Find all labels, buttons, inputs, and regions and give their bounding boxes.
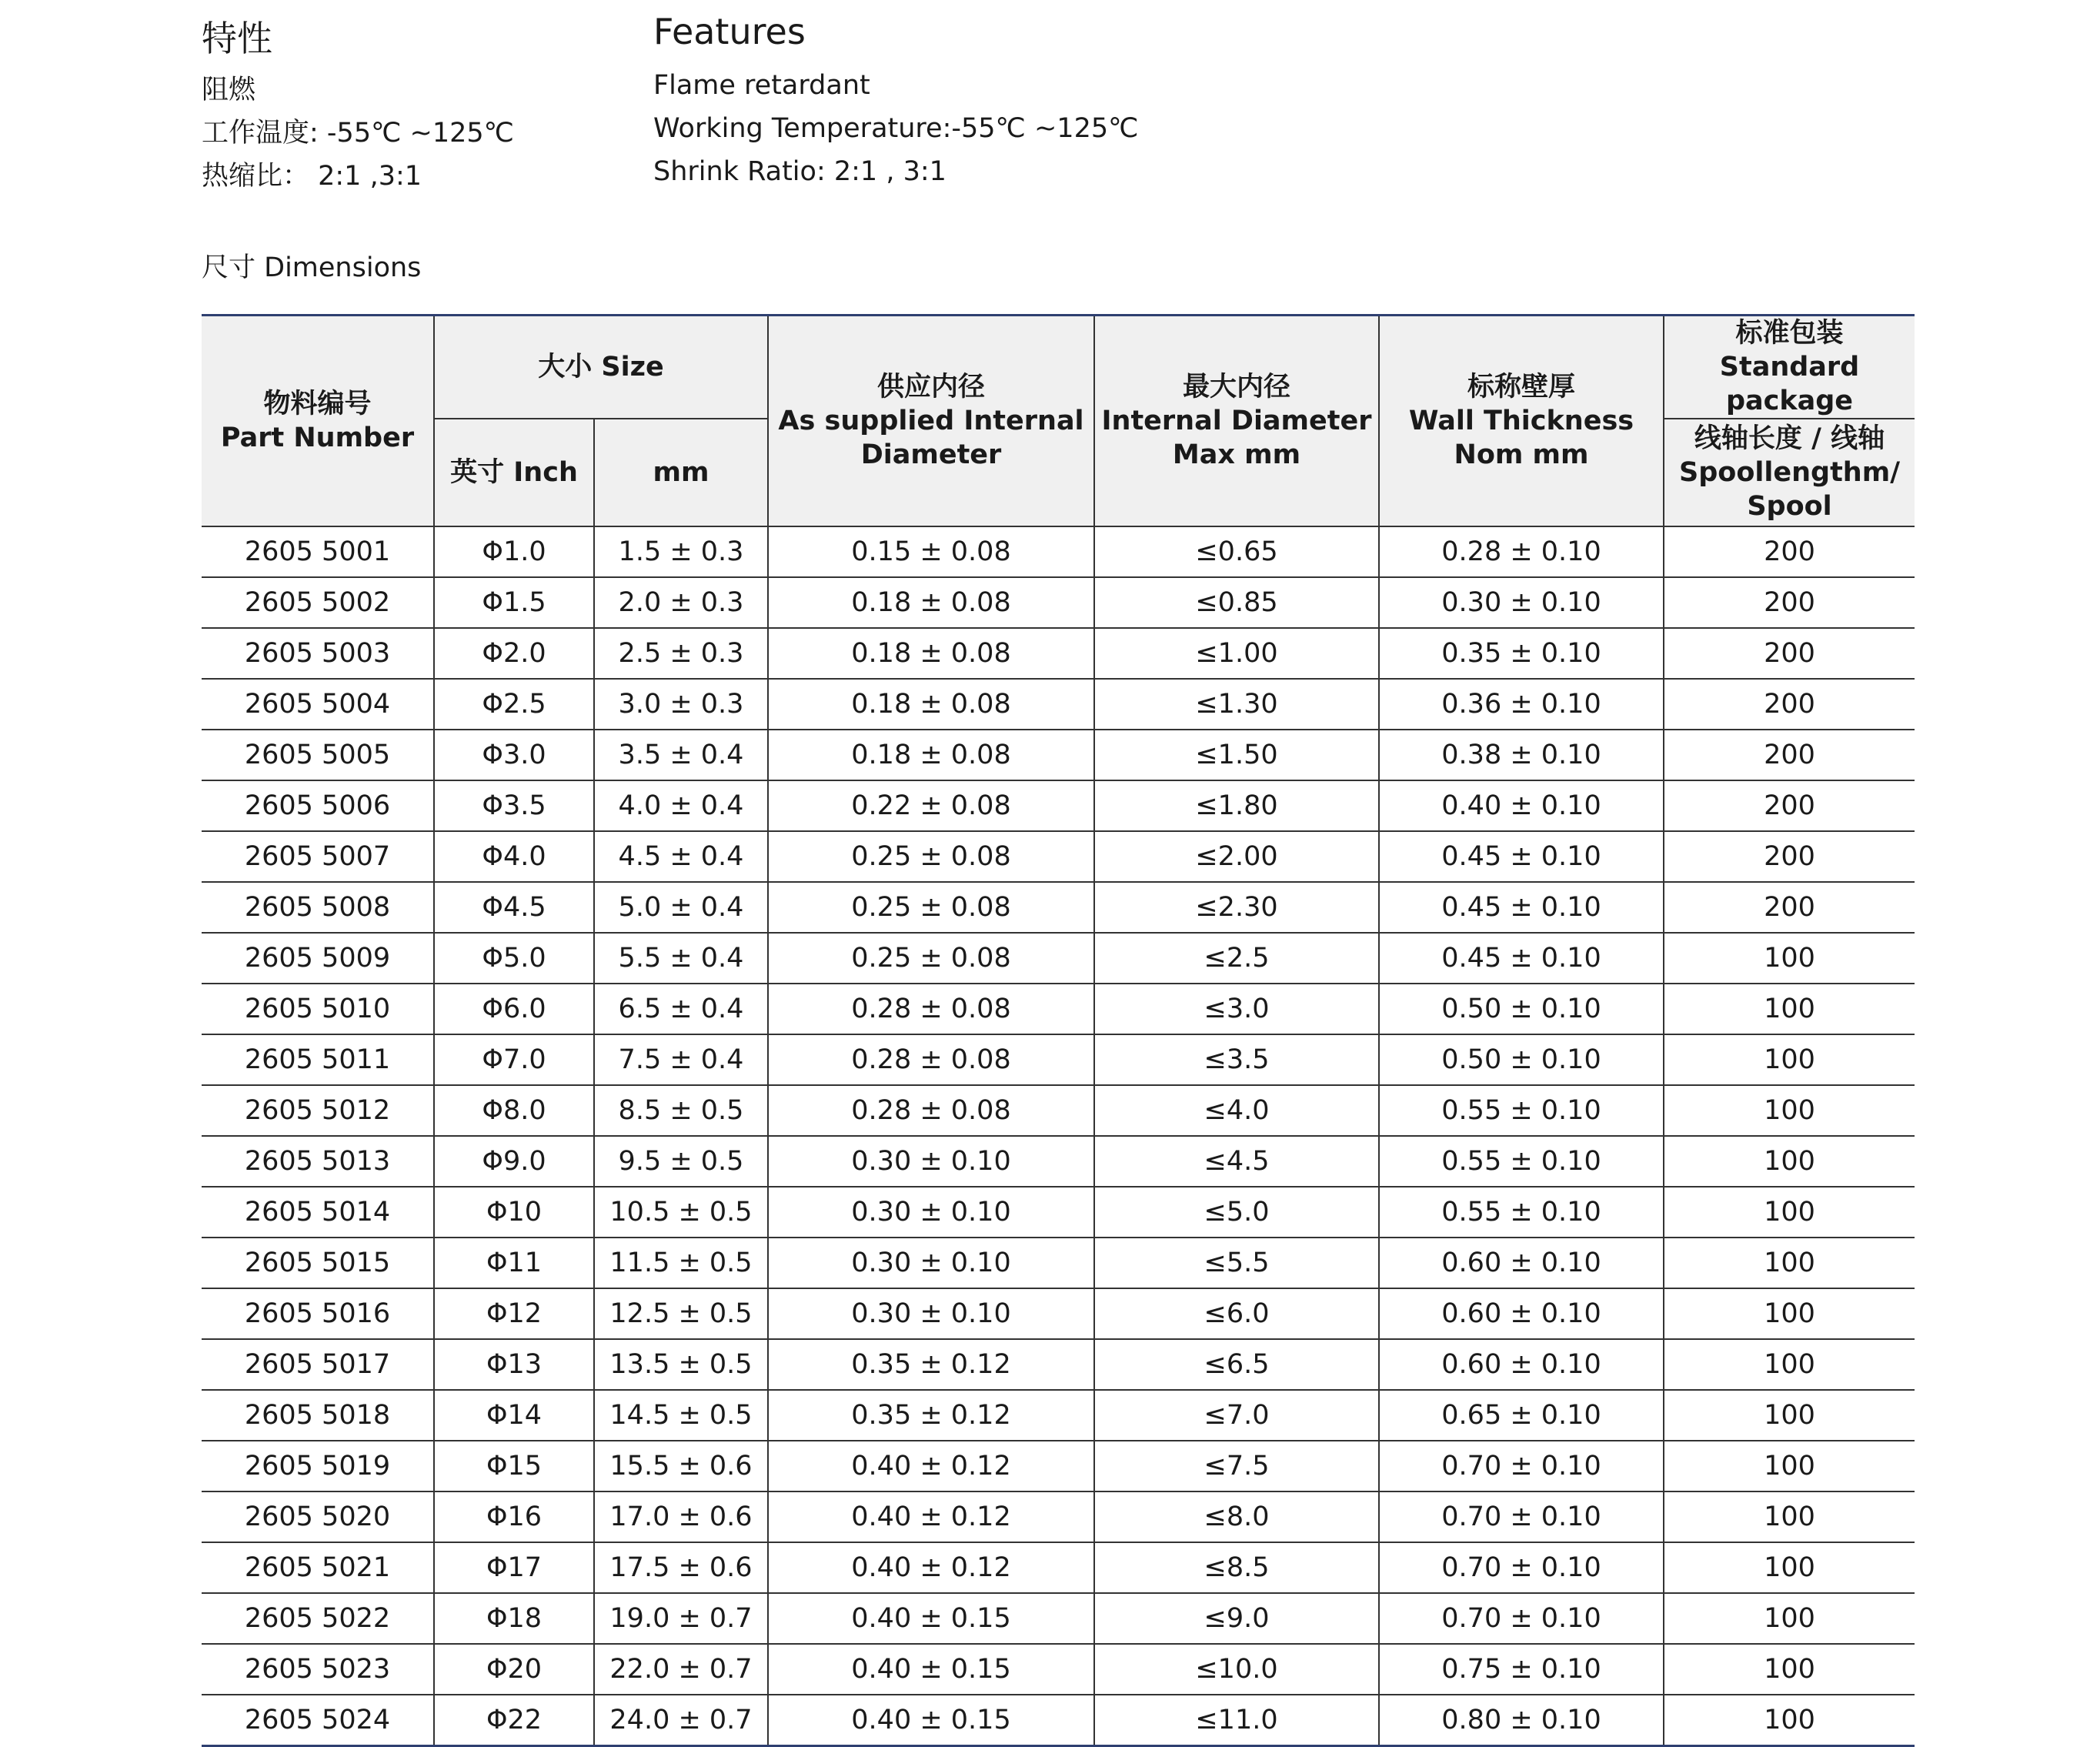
- cell-inch: Φ2.5: [434, 679, 594, 730]
- table-row: [202, 577, 1915, 628]
- cell-inch: Φ4.5: [434, 882, 594, 933]
- header-inch: 英寸 Inch: [434, 419, 594, 526]
- cell-supplied-diameter: 0.28 ± 0.08: [768, 1034, 1094, 1085]
- cell-inch: Φ6.0: [434, 984, 594, 1034]
- table-row: [202, 780, 1915, 831]
- cell-supplied-diameter: 0.22 ± 0.08: [768, 780, 1094, 831]
- cell-max-diameter: ≤10.0: [1094, 1644, 1379, 1695]
- cell-max-diameter: ≤1.80: [1094, 780, 1379, 831]
- cell-mm: 4.0 ± 0.4: [594, 780, 768, 831]
- cell-part-number: 2605 5021: [202, 1542, 434, 1593]
- cell-supplied-diameter: 0.25 ± 0.08: [768, 882, 1094, 933]
- cell-supplied-diameter: 0.18 ± 0.08: [768, 679, 1094, 730]
- cell-spool-length: 100: [1664, 984, 1915, 1034]
- cell-part-number: 2605 5020: [202, 1491, 434, 1542]
- cell-mm: 7.5 ± 0.4: [594, 1034, 768, 1085]
- header-wall-zh: 标称壁厚: [1467, 372, 1575, 403]
- header-supplied-zh: 供应内径: [876, 372, 985, 403]
- dimensions-label: 尺寸 Dimensions: [202, 252, 422, 283]
- cell-wall-thickness: 0.40 ± 0.10: [1379, 780, 1664, 831]
- cell-supplied-diameter: 0.25 ± 0.08: [768, 831, 1094, 882]
- cell-max-diameter: ≤5.0: [1094, 1187, 1379, 1238]
- table-row: [202, 933, 1915, 984]
- cell-part-number: 2605 5011: [202, 1034, 434, 1085]
- cell-spool-length: 100: [1664, 1288, 1915, 1339]
- cell-supplied-diameter: 0.40 ± 0.12: [768, 1441, 1094, 1491]
- cell-supplied-diameter: 0.40 ± 0.12: [768, 1542, 1094, 1593]
- cell-max-diameter: ≤8.5: [1094, 1542, 1379, 1593]
- table-row: [202, 1593, 1915, 1644]
- table-row: [202, 1542, 1915, 1593]
- cell-part-number: 2605 5009: [202, 933, 434, 984]
- cell-spool-length: 200: [1664, 679, 1915, 730]
- cell-part-number: 2605 5014: [202, 1187, 434, 1238]
- cell-part-number: 2605 5005: [202, 730, 434, 780]
- cell-inch: Φ17: [434, 1542, 594, 1593]
- cell-supplied-diameter: 0.35 ± 0.12: [768, 1339, 1094, 1390]
- table-row: [202, 1288, 1915, 1339]
- cell-wall-thickness: 0.70 ± 0.10: [1379, 1542, 1664, 1593]
- cell-wall-thickness: 0.50 ± 0.10: [1379, 1034, 1664, 1085]
- cell-max-diameter: ≤5.5: [1094, 1238, 1379, 1288]
- cell-part-number: 2605 5007: [202, 831, 434, 882]
- cell-mm: 4.5 ± 0.4: [594, 831, 768, 882]
- cell-part-number: 2605 5015: [202, 1238, 434, 1288]
- cell-spool-length: 100: [1664, 1441, 1915, 1491]
- table-row: [202, 1034, 1915, 1085]
- feature-en-line: Working Temperature:-55℃ ~125℃: [653, 113, 1139, 144]
- cell-wall-thickness: 0.55 ± 0.10: [1379, 1187, 1664, 1238]
- cell-max-diameter: ≤2.00: [1094, 831, 1379, 882]
- cell-part-number: 2605 5024: [202, 1695, 434, 1746]
- cell-wall-thickness: 0.80 ± 0.10: [1379, 1695, 1664, 1746]
- cell-supplied-diameter: 0.30 ± 0.10: [768, 1238, 1094, 1288]
- cell-inch: Φ1.5: [434, 577, 594, 628]
- cell-supplied-diameter: 0.25 ± 0.08: [768, 933, 1094, 984]
- table-row: [202, 1695, 1915, 1746]
- header-size: 大小 Size: [434, 316, 768, 419]
- table-row: [202, 1644, 1915, 1695]
- dimensions-table: [202, 314, 1915, 1747]
- cell-supplied-diameter: 0.30 ± 0.10: [768, 1288, 1094, 1339]
- header-max-diameter: [1094, 316, 1379, 527]
- table-row: [202, 679, 1915, 730]
- cell-inch: Φ22: [434, 1695, 594, 1746]
- cell-max-diameter: ≤1.50: [1094, 730, 1379, 780]
- cell-max-diameter: ≤2.30: [1094, 882, 1379, 933]
- cell-max-diameter: ≤2.5: [1094, 933, 1379, 984]
- header-pkg-en: Standard package: [1719, 352, 1860, 416]
- cell-wall-thickness: 0.28 ± 0.10: [1379, 526, 1664, 577]
- cell-inch: Φ7.0: [434, 1034, 594, 1085]
- header-maxdia-zh: 最大内径: [1182, 372, 1290, 403]
- cell-max-diameter: ≤8.0: [1094, 1491, 1379, 1542]
- cell-spool-length: 200: [1664, 526, 1915, 577]
- cell-spool-length: 100: [1664, 1491, 1915, 1542]
- header-standard-package: [1664, 316, 1915, 419]
- cell-inch: Φ3.0: [434, 730, 594, 780]
- cell-wall-thickness: 0.55 ± 0.10: [1379, 1085, 1664, 1136]
- cell-wall-thickness: 0.45 ± 0.10: [1379, 831, 1664, 882]
- cell-spool-length: 200: [1664, 577, 1915, 628]
- cell-mm: 8.5 ± 0.5: [594, 1085, 768, 1136]
- cell-mm: 14.5 ± 0.5: [594, 1390, 768, 1441]
- cell-mm: 5.5 ± 0.4: [594, 933, 768, 984]
- cell-part-number: 2605 5010: [202, 984, 434, 1034]
- cell-wall-thickness: 0.60 ± 0.10: [1379, 1339, 1664, 1390]
- cell-max-diameter: ≤6.0: [1094, 1288, 1379, 1339]
- cell-part-number: 2605 5023: [202, 1644, 434, 1695]
- cell-wall-thickness: 0.45 ± 0.10: [1379, 882, 1664, 933]
- header-supplied-diameter: [768, 316, 1094, 527]
- header-wall-thickness: [1379, 316, 1664, 527]
- cell-wall-thickness: 0.50 ± 0.10: [1379, 984, 1664, 1034]
- cell-spool-length: 200: [1664, 780, 1915, 831]
- cell-inch: Φ15: [434, 1441, 594, 1491]
- cell-max-diameter: ≤11.0: [1094, 1695, 1379, 1746]
- cell-mm: 10.5 ± 0.5: [594, 1187, 768, 1238]
- cell-max-diameter: ≤1.30: [1094, 679, 1379, 730]
- cell-spool-length: 100: [1664, 933, 1915, 984]
- cell-supplied-diameter: 0.18 ± 0.08: [768, 730, 1094, 780]
- cell-wall-thickness: 0.65 ± 0.10: [1379, 1390, 1664, 1441]
- cell-max-diameter: ≤7.5: [1094, 1441, 1379, 1491]
- features-en-title: Features: [653, 11, 806, 52]
- cell-mm: 11.5 ± 0.5: [594, 1238, 768, 1288]
- cell-spool-length: 100: [1664, 1339, 1915, 1390]
- cell-spool-length: 200: [1664, 730, 1915, 780]
- cell-max-diameter: ≤3.0: [1094, 984, 1379, 1034]
- cell-mm: 17.0 ± 0.6: [594, 1491, 768, 1542]
- cell-spool-length: 100: [1664, 1238, 1915, 1288]
- cell-supplied-diameter: 0.15 ± 0.08: [768, 526, 1094, 577]
- cell-part-number: 2605 5008: [202, 882, 434, 933]
- features-en-list: [653, 64, 1138, 193]
- table-row: [202, 730, 1915, 780]
- cell-spool-length: 100: [1664, 1136, 1915, 1187]
- header-wall-en: Wall Thickness Nom mm: [1408, 406, 1634, 470]
- feature-en-line: Flame retardant: [653, 70, 870, 101]
- cell-max-diameter: ≤6.5: [1094, 1339, 1379, 1390]
- header-mm: mm: [594, 419, 768, 526]
- cell-part-number: 2605 5013: [202, 1136, 434, 1187]
- cell-spool-length: 100: [1664, 1695, 1915, 1746]
- cell-wall-thickness: 0.60 ± 0.10: [1379, 1238, 1664, 1288]
- cell-supplied-diameter: 0.18 ± 0.08: [768, 577, 1094, 628]
- cell-wall-thickness: 0.60 ± 0.10: [1379, 1288, 1664, 1339]
- cell-spool-length: 200: [1664, 882, 1915, 933]
- cell-spool-length: 100: [1664, 1593, 1915, 1644]
- cell-spool-length: 200: [1664, 831, 1915, 882]
- cell-max-diameter: ≤7.0: [1094, 1390, 1379, 1441]
- feature-zh-line: 热缩比： 2:1 ,3:1: [202, 161, 422, 192]
- cell-supplied-diameter: 0.40 ± 0.15: [768, 1593, 1094, 1644]
- cell-wall-thickness: 0.36 ± 0.10: [1379, 679, 1664, 730]
- cell-supplied-diameter: 0.35 ± 0.12: [768, 1390, 1094, 1441]
- cell-wall-thickness: 0.70 ± 0.10: [1379, 1441, 1664, 1491]
- table-row: [202, 1136, 1915, 1187]
- header-part-number-en: Part Number: [220, 423, 415, 453]
- features-zh-title: 特性: [202, 18, 272, 59]
- cell-inch: Φ9.0: [434, 1136, 594, 1187]
- cell-part-number: 2605 5006: [202, 780, 434, 831]
- cell-part-number: 2605 5012: [202, 1085, 434, 1136]
- table-row: [202, 526, 1915, 577]
- cell-spool-length: 200: [1664, 628, 1915, 679]
- cell-inch: Φ1.0: [434, 526, 594, 577]
- cell-part-number: 2605 5019: [202, 1441, 434, 1491]
- cell-wall-thickness: 0.75 ± 0.10: [1379, 1644, 1664, 1695]
- feature-zh-line: 阻燃: [202, 75, 256, 105]
- header-part-number: [202, 316, 434, 527]
- cell-part-number: 2605 5004: [202, 679, 434, 730]
- cell-mm: 22.0 ± 0.7: [594, 1644, 768, 1695]
- cell-inch: Φ4.0: [434, 831, 594, 882]
- cell-mm: 1.5 ± 0.3: [594, 526, 768, 577]
- cell-max-diameter: ≤9.0: [1094, 1593, 1379, 1644]
- table-row: [202, 1491, 1915, 1542]
- cell-spool-length: 100: [1664, 1187, 1915, 1238]
- cell-part-number: 2605 5003: [202, 628, 434, 679]
- cell-wall-thickness: 0.55 ± 0.10: [1379, 1136, 1664, 1187]
- table-row: [202, 831, 1915, 882]
- header-maxdia-en: Internal Diameter Max mm: [1101, 406, 1372, 470]
- dimensions-table-body: [202, 526, 1915, 1746]
- cell-max-diameter: ≤4.0: [1094, 1085, 1379, 1136]
- cell-inch: Φ8.0: [434, 1085, 594, 1136]
- cell-wall-thickness: 0.45 ± 0.10: [1379, 933, 1664, 984]
- cell-wall-thickness: 0.35 ± 0.10: [1379, 628, 1664, 679]
- cell-supplied-diameter: 0.40 ± 0.15: [768, 1695, 1094, 1746]
- cell-part-number: 2605 5001: [202, 526, 434, 577]
- cell-inch: Φ10: [434, 1187, 594, 1238]
- cell-mm: 2.0 ± 0.3: [594, 577, 768, 628]
- cell-part-number: 2605 5002: [202, 577, 434, 628]
- cell-supplied-diameter: 0.18 ± 0.08: [768, 628, 1094, 679]
- cell-mm: 5.0 ± 0.4: [594, 882, 768, 933]
- cell-mm: 6.5 ± 0.4: [594, 984, 768, 1034]
- table-row: [202, 882, 1915, 933]
- header-spool-zh: 线轴长度 / 线轴: [1694, 423, 1885, 454]
- cell-supplied-diameter: 0.28 ± 0.08: [768, 984, 1094, 1034]
- cell-inch: Φ3.5: [434, 780, 594, 831]
- cell-wall-thickness: 0.38 ± 0.10: [1379, 730, 1664, 780]
- table-row: [202, 1238, 1915, 1288]
- cell-mm: 12.5 ± 0.5: [594, 1288, 768, 1339]
- cell-spool-length: 100: [1664, 1085, 1915, 1136]
- header-spool: [1664, 419, 1915, 526]
- cell-mm: 13.5 ± 0.5: [594, 1339, 768, 1390]
- cell-inch: Φ12: [434, 1288, 594, 1339]
- cell-inch: Φ11: [434, 1238, 594, 1288]
- table-row: [202, 1390, 1915, 1441]
- cell-part-number: 2605 5022: [202, 1593, 434, 1644]
- cell-supplied-diameter: 0.40 ± 0.15: [768, 1644, 1094, 1695]
- feature-zh-line: 工作温度: -55℃ ~125℃: [202, 118, 514, 149]
- cell-wall-thickness: 0.70 ± 0.10: [1379, 1491, 1664, 1542]
- cell-max-diameter: ≤0.65: [1094, 526, 1379, 577]
- cell-part-number: 2605 5016: [202, 1288, 434, 1339]
- table-row: [202, 1441, 1915, 1491]
- header-part-number-zh: 物料编号: [263, 389, 372, 419]
- cell-max-diameter: ≤4.5: [1094, 1136, 1379, 1187]
- table-row: [202, 1187, 1915, 1238]
- cell-mm: 24.0 ± 0.7: [594, 1695, 768, 1746]
- table-row: [202, 628, 1915, 679]
- cell-mm: 2.5 ± 0.3: [594, 628, 768, 679]
- header-supplied-en: As supplied Internal Diameter: [778, 406, 1084, 470]
- cell-mm: 9.5 ± 0.5: [594, 1136, 768, 1187]
- cell-inch: Φ5.0: [434, 933, 594, 984]
- cell-inch: Φ20: [434, 1644, 594, 1695]
- cell-supplied-diameter: 0.40 ± 0.12: [768, 1491, 1094, 1542]
- cell-max-diameter: ≤1.00: [1094, 628, 1379, 679]
- cell-supplied-diameter: 0.28 ± 0.08: [768, 1085, 1094, 1136]
- cell-mm: 17.5 ± 0.6: [594, 1542, 768, 1593]
- table-row: [202, 984, 1915, 1034]
- cell-inch: Φ13: [434, 1339, 594, 1390]
- cell-mm: 19.0 ± 0.7: [594, 1593, 768, 1644]
- cell-inch: Φ16: [434, 1491, 594, 1542]
- cell-spool-length: 100: [1664, 1390, 1915, 1441]
- cell-mm: 3.5 ± 0.4: [594, 730, 768, 780]
- cell-supplied-diameter: 0.30 ± 0.10: [768, 1136, 1094, 1187]
- cell-inch: Φ18: [434, 1593, 594, 1644]
- cell-mm: 3.0 ± 0.3: [594, 679, 768, 730]
- cell-max-diameter: ≤3.5: [1094, 1034, 1379, 1085]
- features-zh-list: [202, 68, 514, 198]
- cell-mm: 15.5 ± 0.6: [594, 1441, 768, 1491]
- cell-spool-length: 100: [1664, 1542, 1915, 1593]
- cell-part-number: 2605 5018: [202, 1390, 434, 1441]
- cell-inch: Φ2.0: [434, 628, 594, 679]
- header-spool-en: Spoollengthm/ Spool: [1679, 457, 1900, 522]
- cell-max-diameter: ≤0.85: [1094, 577, 1379, 628]
- cell-supplied-diameter: 0.30 ± 0.10: [768, 1187, 1094, 1238]
- cell-spool-length: 100: [1664, 1644, 1915, 1695]
- cell-inch: Φ14: [434, 1390, 594, 1441]
- cell-wall-thickness: 0.70 ± 0.10: [1379, 1593, 1664, 1644]
- table-row: [202, 1085, 1915, 1136]
- header-pkg-zh: 标准包装: [1735, 318, 1844, 349]
- cell-spool-length: 100: [1664, 1034, 1915, 1085]
- table-row: [202, 1339, 1915, 1390]
- feature-en-line: Shrink Ratio: 2:1 , 3:1: [653, 156, 947, 187]
- cell-part-number: 2605 5017: [202, 1339, 434, 1390]
- cell-wall-thickness: 0.30 ± 0.10: [1379, 577, 1664, 628]
